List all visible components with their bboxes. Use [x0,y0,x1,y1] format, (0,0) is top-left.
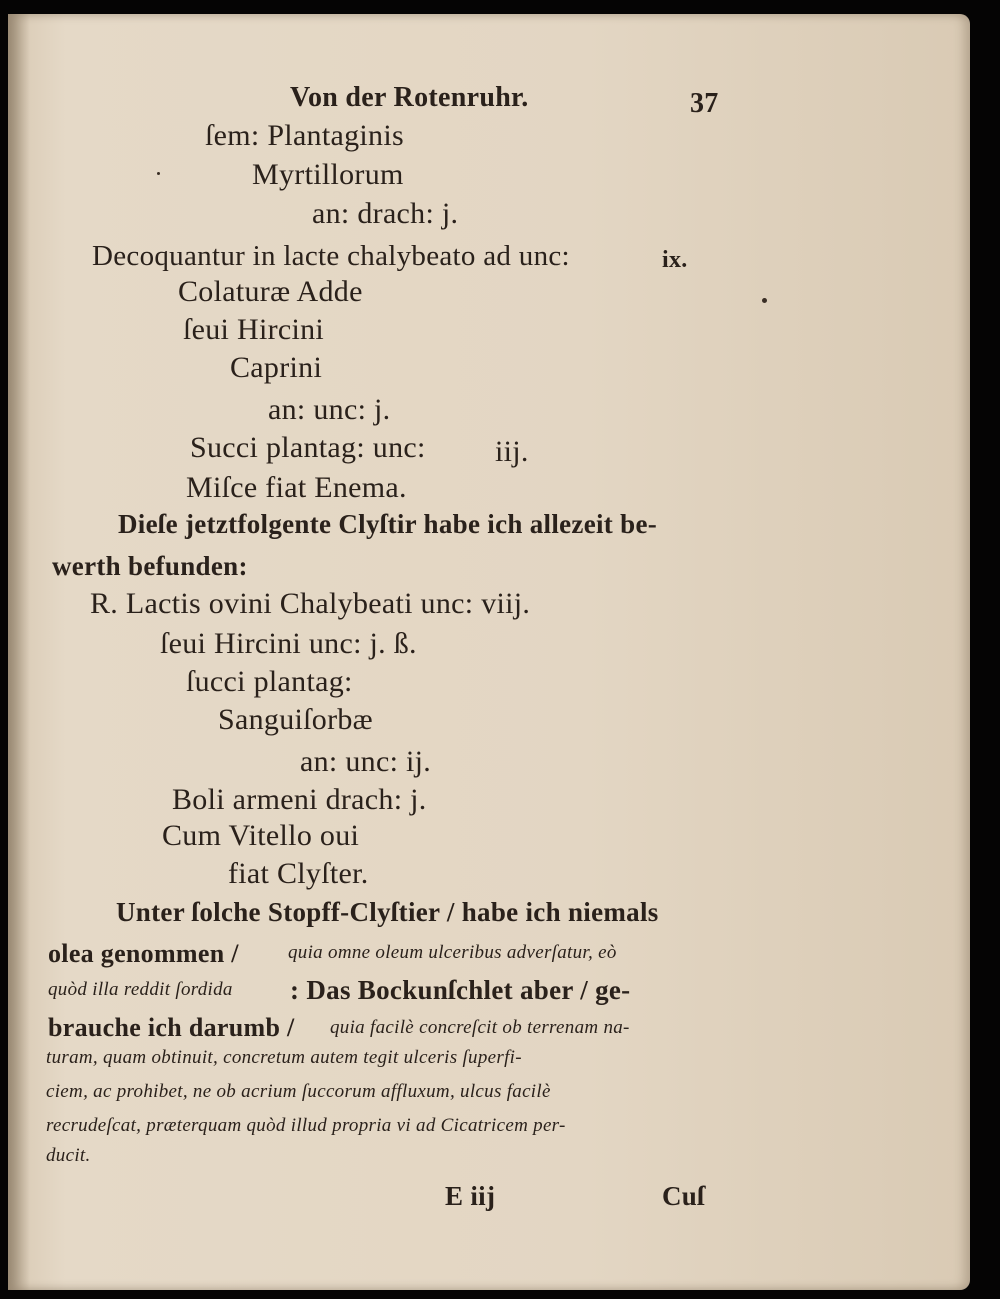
ink-speck [762,298,767,303]
recipe1-line-2: Myrtillorum [252,158,404,191]
recipe1-line-4-number: ix. [662,247,688,273]
closing-line-7: recrudeſcat, præterquam quòd illud propria vi ad Cicatricem per- [46,1115,566,1136]
closing-line-8: ducit. [46,1145,91,1166]
intro-line-2: werth befunden: [52,551,248,581]
closing-line-1: Unter ſolche Stopff-Clyſtier / habe ich niemals [116,897,659,927]
recipe1-line-9-number: iij. [495,435,529,468]
recipe1-line-7: Caprini [230,351,323,384]
recipe2-line-6: Boli armeni drach: j. [172,783,427,816]
recipe1-line-3: an: drach: j. [312,197,459,230]
closing-line-4-german: brauche ich darumb / [48,1013,295,1042]
recipe2-line-4: Sanguiſorbæ [218,703,373,736]
recipe2-line-2: ſeui Hircini unc: j. ß. [160,627,417,660]
recipe1-line-5: Colaturæ Adde [178,275,363,308]
recipe1-line-9: Succi plantag: unc: [190,431,426,464]
closing-line-2-latin: quia omne oleum ulceribus adverſatur, eò [288,942,617,963]
recipe2-line-7: Cum Vitello oui [162,819,360,852]
recipe2-line-1: R. Lactis ovini Chalybeati unc: viij. [90,587,531,620]
recipe2-line-8: fiat Clyſter. [228,857,369,890]
recipe2-line-3: ſucci plantag: [186,665,353,698]
closing-line-6: ciem, ac prohibet, ne ob acrium ſuccorum affluxum, ulcus facilè [46,1081,551,1102]
page-number: 37 [690,88,719,119]
recipe1-line-10: Miſce fiat Enema. [186,471,407,504]
catchword: Cuſ [662,1181,705,1211]
closing-line-5: turam, quam obtinuit, concretum autem tegit ulceris ſuperfi- [46,1047,522,1068]
ink-speck [157,172,160,175]
recipe1-line-1: ſem: Plantaginis [205,119,404,152]
recipe1-line-4: Decoquantur in lacte chalybeato ad unc: [92,240,570,272]
recipe2-line-5: an: unc: ij. [300,745,432,778]
recipe1-line-6: ſeui Hircini [183,313,325,346]
running-title: Von der Rotenruhr. [290,82,529,113]
closing-line-3-latin: quòd illa reddit ſordida [48,979,233,1000]
intro-line-1: Dieſe jetztfolgente Clyſtir habe ich allezeit be- [118,509,658,539]
page-spine-shadow [8,14,30,1290]
closing-line-2-german: olea genommen / [48,939,239,968]
closing-line-3-german: : Das Bockunſchlet aber / ge- [290,975,631,1005]
signature-mark: E iij [445,1181,496,1211]
recipe1-line-8: an: unc: j. [268,393,391,426]
closing-line-4-latin: quia facilè concreſcit ob terrenam na- [330,1017,630,1038]
